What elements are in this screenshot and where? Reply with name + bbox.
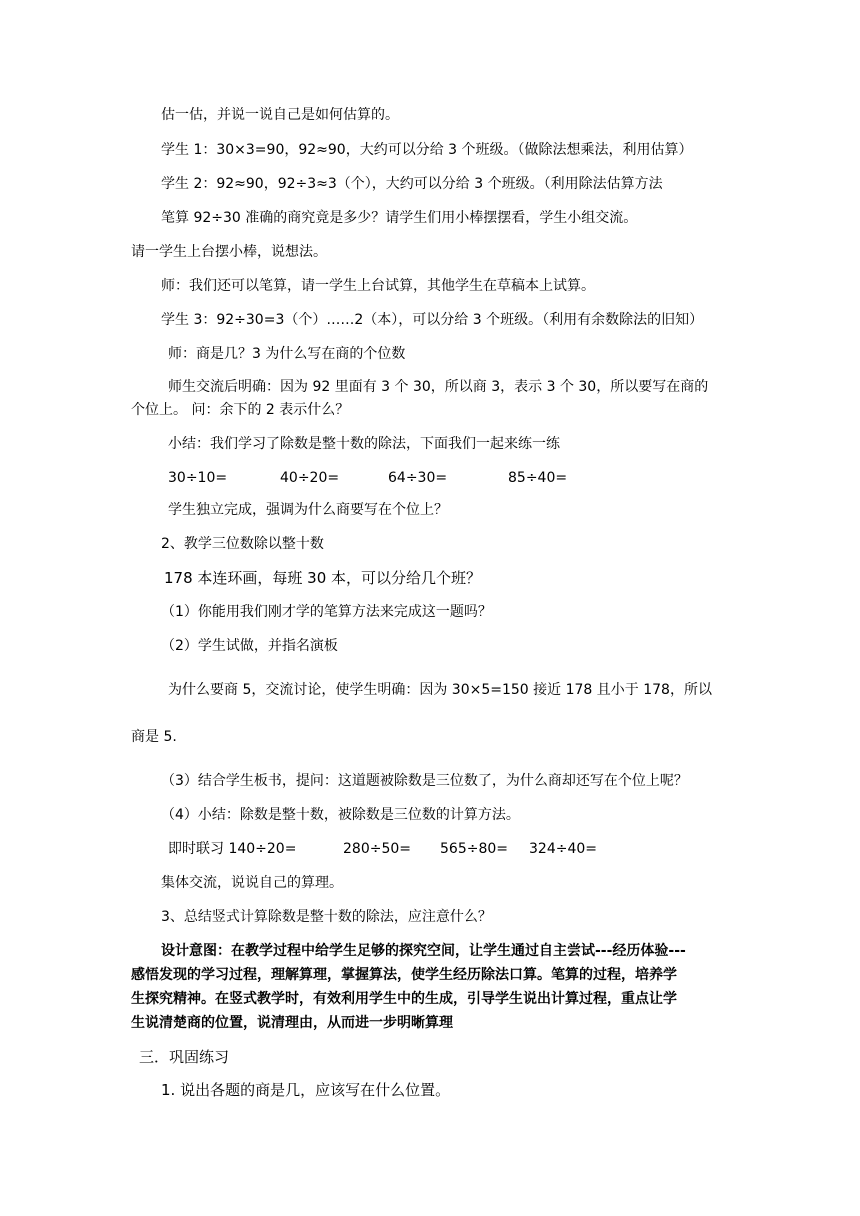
section-heading: 3、总结竖式计算除数是整十数的除法，应注意什么？ bbox=[161, 909, 492, 925]
paragraph: 个位上。 问：余下的 2 表示什么？ bbox=[131, 402, 350, 418]
paragraph: 学生 2：92≈90，92÷3≈3（个），大约可以分给 3 个班级。（利用除法估算方法 bbox=[161, 176, 663, 192]
paragraph: （1）你能用我们刚才学的笔算方法来完成这一题吗？ bbox=[161, 604, 492, 620]
paragraph: 师：商是几？3 为什么写在商的个位数 bbox=[168, 346, 406, 362]
paragraph: 商是 5. bbox=[131, 729, 177, 745]
exercise-label: 即时联习 140÷20= bbox=[168, 841, 297, 857]
paragraph: （4）小结：除数是整十数，被除数是三位数的计算方法。 bbox=[161, 807, 520, 823]
paragraph: 为什么要商 5，交流讨论，使学生明确：因为 30×5=150 接近 178 且小于 178，所以 bbox=[168, 682, 712, 698]
paragraph: 师：我们还可以笔算，请一学生上台试算，其他学生在草稿本上试算。 bbox=[161, 278, 595, 294]
paragraph: 师生交流后明确：因为 92 里面有 3 个 30，所以商 3，表示 3 个 30，所以要写在商的 bbox=[168, 379, 709, 395]
section-heading: 2、教学三位数除以整十数 bbox=[161, 536, 324, 552]
paragraph: 学生 3：92÷30=3（个）……2（本），可以分给 3 个班级。（利用有余数除法的旧知） bbox=[161, 312, 704, 328]
exercise-item: 64÷30= bbox=[388, 470, 448, 486]
design-intent-line: 生探究精神。在竖式教学时，有效利用学生中的生成，引导学生说出计算过程，重点让学 bbox=[131, 991, 677, 1007]
paragraph: 估一估，并说一说自己是如何估算的。 bbox=[161, 107, 399, 123]
paragraph: （3）结合学生板书，提问：这道题被除数是三位数了，为什么商却还写在个位上呢？ bbox=[161, 773, 688, 789]
design-intent-line: 感悟发现的学习过程，理解算理，掌握算法，使学生经历除法口算。笔算的过程，培养学 bbox=[131, 967, 677, 983]
exercise-item: 280÷50= bbox=[343, 841, 411, 857]
exercise-item: 30÷10= bbox=[168, 470, 228, 486]
design-intent-line: 设计意图：在教学过程中给学生足够的探究空间，让学生通过自主尝试---经历体验--- bbox=[161, 943, 686, 959]
paragraph: 集体交流，说说自己的算理。 bbox=[161, 875, 343, 891]
exercise-item: 40÷20= bbox=[280, 470, 340, 486]
paragraph: 学生独立完成，强调为什么商要写在个位上？ bbox=[168, 502, 448, 518]
section-heading: 三．巩固练习 bbox=[139, 1048, 230, 1066]
problem-statement: 178 本连环画，每班 30 本，可以分给几个班？ bbox=[164, 569, 482, 587]
paragraph: 笔算 92÷30 准确的商究竟是多少？请学生们用小棒摆摆看，学生小组交流。 bbox=[161, 210, 638, 226]
exercise-item: 85÷40= bbox=[508, 470, 568, 486]
exercise-item: 565÷80= bbox=[440, 841, 508, 857]
paragraph: （2）学生试做，并指名演板 bbox=[161, 638, 338, 654]
paragraph: 学生 1：30×3=90，92≈90，大约可以分给 3 个班级。（做除法想乘法，利用估算） bbox=[161, 142, 693, 158]
paragraph: 小结：我们学习了除数是整十数的除法，下面我们一起来练一练 bbox=[168, 436, 560, 452]
design-intent-line: 生说清楚商的位置，说清理由，从而进一步明晰算理 bbox=[131, 1015, 453, 1031]
paragraph: 1. 说出各题的商是几，应该写在什么位置。 bbox=[161, 1081, 451, 1099]
exercise-item: 324÷40= bbox=[529, 841, 597, 857]
paragraph: 请一学生上台摆小棒，说想法。 bbox=[131, 244, 327, 260]
